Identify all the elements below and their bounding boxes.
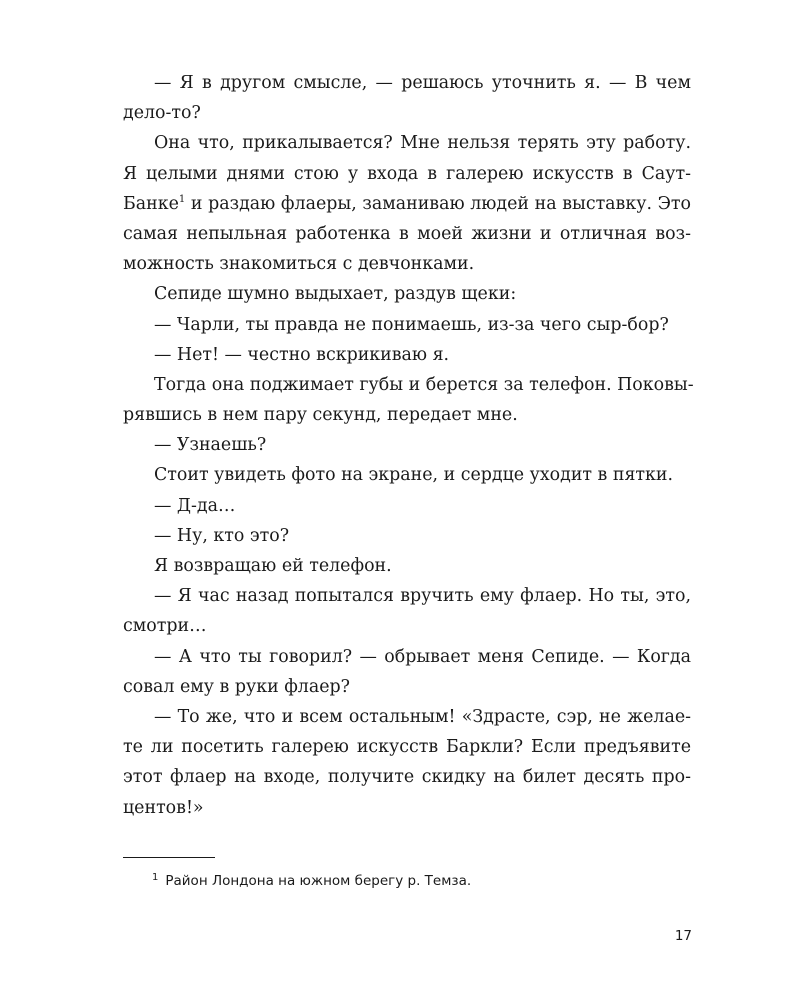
text-fragment: Банке <box>123 193 179 214</box>
text-line: Я целыми днями стою у входа в галерею искусств в Саут- <box>123 163 691 184</box>
footnote-divider <box>123 857 215 858</box>
text-line: — Чарли, ты правда не понимаешь, из-за чего сыр-бор? <box>154 314 669 335</box>
page-number: 17 <box>674 928 692 944</box>
text-line: смотри… <box>123 616 207 637</box>
text-line: — Я час назад попытался вручить ему флаер. Но ты, это, <box>154 586 691 607</box>
text-line: — Нет! — честно вскрикиваю я. <box>154 344 450 365</box>
text-line: центов!» <box>123 797 204 818</box>
text-line: те ли посетить галерею искусств Баркли? Если предъявите <box>123 737 691 758</box>
text-line: этот флаер на входе, получите скидку на билет десять про- <box>123 767 691 788</box>
text-line: Тогда она поджимает губы и берется за телефон. Поковы- <box>154 374 694 395</box>
text-line: — Ну, кто это? <box>154 525 290 546</box>
text-fragment: и раздаю флаеры, заманиваю людей на выставку. Это <box>190 193 691 214</box>
body-text <box>123 68 694 823</box>
text-line: можность знакомиться с девчонками. <box>123 254 475 275</box>
text-line: совал ему в руки флаер? <box>123 676 350 697</box>
footnote-text: Район Лондона на южном берегу р. Темза. <box>165 873 472 889</box>
text-line: самая непыльная работенка в моей жизни и отличная воз- <box>123 223 691 244</box>
text-line: — Узнаешь? <box>154 435 267 456</box>
text-line: Стоит увидеть фото на экране, и сердце уходит в пятки. <box>154 465 674 486</box>
footnote-reference: 1 <box>178 193 186 205</box>
text-line: — Д-да… <box>154 495 236 516</box>
text-line-with-footnote-ref <box>123 189 691 219</box>
text-line: дело-то? <box>123 103 201 124</box>
text-line: рявшись в нем пару секунд, передает мне. <box>123 405 518 426</box>
text-line: — То же, что и всем остальным! «Здрасте, сэр, не желае- <box>154 706 691 727</box>
text-line: — Я в другом смысле, — решаюсь уточнить я. — В чем <box>154 73 691 93</box>
text-line: Я возвращаю ей телефон. <box>154 556 392 576</box>
text-line: Сепиде шумно выдыхает, раздув щеки: <box>154 284 517 305</box>
footnote <box>152 868 471 891</box>
footnote-marker: 1 <box>152 872 159 883</box>
text-line: Она что, прикалывается? Мне нельзя терять эту работу. <box>154 133 691 154</box>
text-line: — А что ты говорил? — обрывает меня Сепиде. — Когда <box>154 646 691 667</box>
